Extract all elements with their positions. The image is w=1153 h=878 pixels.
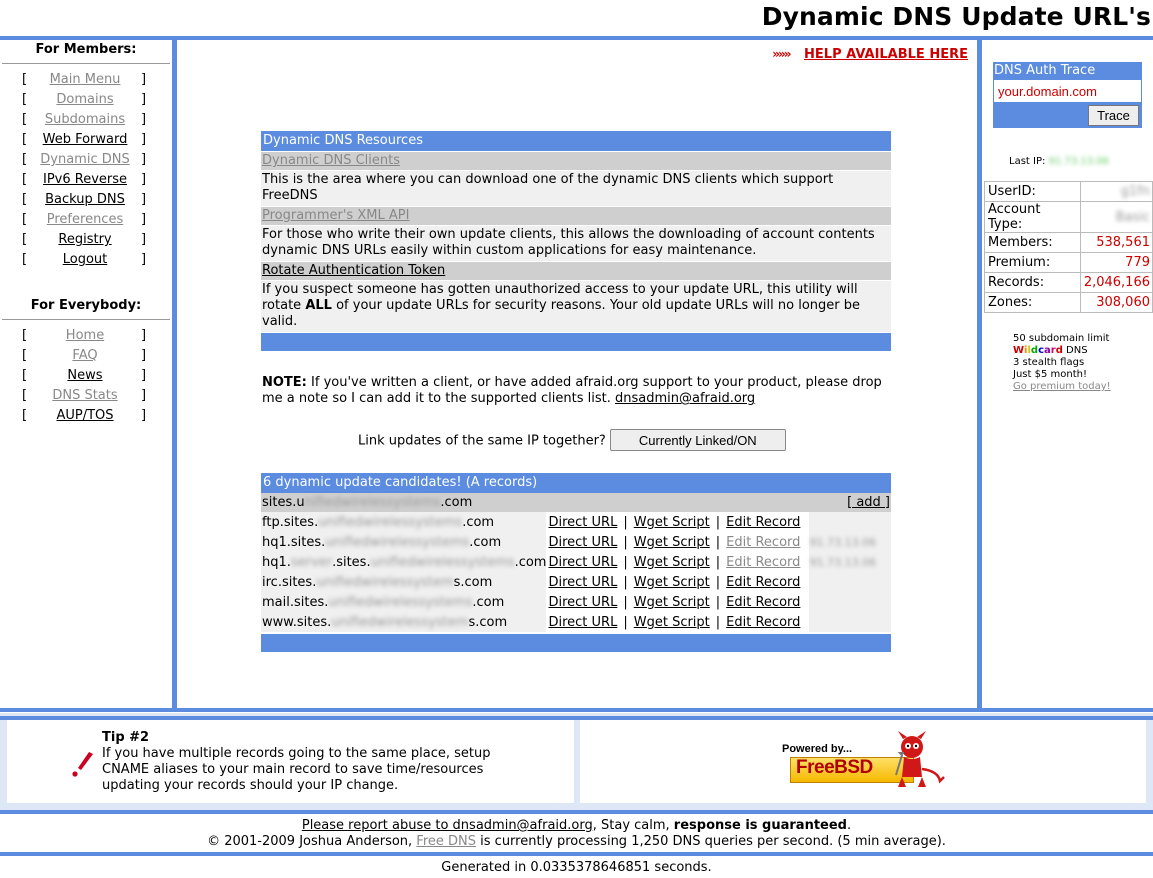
footer-period: . (846, 818, 852, 833)
right-column-divider (977, 36, 982, 711)
bracket-open: [ (22, 232, 28, 247)
record-actions (546, 572, 808, 592)
promo-line-price: Just $5 month! (1013, 369, 1087, 380)
stats-value-text: 779 (1125, 255, 1150, 270)
processing-text: is currently processing 1,250 DNS queries per second. (5 min average). (476, 834, 946, 849)
add-record-link[interactable]: [ add ] (847, 495, 890, 510)
table-row (261, 552, 891, 572)
sidebar-item-home (0, 326, 172, 346)
record-ip (809, 532, 891, 552)
stats-value (1080, 293, 1152, 313)
sidebar-link-wrap (30, 110, 140, 130)
stats-value-text: 308,060 (1096, 295, 1150, 310)
sidebar-link-aup-tos[interactable]: AUP/TOS (56, 408, 114, 423)
stats-value (1080, 182, 1152, 202)
dynamic-dns-clients-link[interactable]: Dynamic DNS Clients (262, 153, 400, 168)
resource-heading-rotate (261, 262, 891, 280)
separator: | (715, 514, 721, 530)
wget-script-link[interactable]: Wget Script (633, 534, 710, 550)
help-arrows-icon: »»» (772, 47, 790, 61)
tip-panel (7, 720, 574, 803)
records-box (261, 473, 891, 652)
wget-script-link[interactable]: Wget Script (633, 514, 710, 530)
footer-bottom-divider (0, 852, 1153, 856)
resource-body-rotate (261, 281, 891, 332)
exclamation-icon (69, 750, 95, 778)
last-ip-label: Last IP: (1009, 156, 1046, 167)
sidebar-item-faq (0, 346, 172, 366)
everybody-divider (2, 319, 170, 320)
sidebar-link-wrap (30, 406, 140, 426)
stats-row-account-type (985, 202, 1153, 233)
sidebar-item-backup-dns (0, 190, 172, 210)
hostname-blurred-domain: unifiedwirelessystem (316, 574, 454, 590)
linked-toggle-button[interactable]: Currently Linked/ON (610, 429, 786, 451)
sidebar-link-wrap (30, 386, 140, 406)
sidebar-item-web-forward (0, 130, 172, 150)
parent-domain-row (261, 493, 891, 512)
edit-record-link[interactable]: Edit Record (726, 614, 801, 630)
record-actions (546, 552, 808, 572)
link-updates-row (358, 429, 786, 451)
xml-api-link[interactable]: Programmer's XML API (262, 208, 410, 223)
bracket-close: ] (141, 388, 147, 403)
record-ip (809, 612, 891, 632)
direct-url-link[interactable]: Direct URL (548, 534, 618, 550)
footer-panel-bottom-line (0, 810, 1153, 814)
table-row (261, 572, 891, 592)
stats-key: UserID: (985, 182, 1081, 202)
record-hostname (261, 512, 546, 532)
sidebar-link-wrap (30, 170, 140, 190)
bracket-open: [ (22, 348, 28, 363)
rotate-text-bold: ALL (305, 298, 332, 313)
record-hostname (261, 532, 546, 552)
bracket-close: ] (141, 212, 147, 227)
bracket-close: ] (141, 192, 147, 207)
sidebar-item-ipv6-reverse (0, 170, 172, 190)
link-updates-label: Link updates of the same IP together? (358, 433, 606, 449)
edit-record-link[interactable]: Edit Record (726, 554, 801, 570)
record-actions (546, 612, 808, 632)
footer-line-2 (0, 834, 1153, 850)
separator: | (715, 554, 721, 570)
stats-row-userid (985, 182, 1153, 202)
records-footer-bar (261, 634, 891, 652)
stats-value (1080, 202, 1152, 233)
bracket-close: ] (141, 408, 147, 423)
beastie-daemon-icon (888, 731, 946, 791)
resource-heading-api (261, 207, 891, 225)
sidebar-link-wrap (30, 70, 140, 90)
rotate-text-post: of your update URLs for security reasons. Your old update URLs will no longer be valid. (262, 298, 860, 329)
stats-row-records (985, 273, 1153, 293)
separator: | (715, 534, 721, 550)
separator: | (623, 534, 628, 550)
members-nav (0, 70, 172, 270)
sidebar-link-dns-stats[interactable]: DNS Stats (52, 388, 118, 403)
bracket-close: ] (141, 232, 147, 247)
last-ip-value: 91.73.13.06 (1048, 156, 1109, 167)
table-row (261, 592, 891, 612)
hostname-middle: .sites. (332, 554, 371, 570)
bracket-open: [ (22, 328, 28, 343)
record-ip (809, 572, 891, 592)
generated-time: Generated in 0.0335378646851 seconds. (441, 860, 712, 875)
record-hostname (261, 552, 546, 572)
stats-value-text: Basic (1115, 209, 1150, 225)
sidebar-link-wrap (30, 210, 140, 230)
record-actions (546, 592, 808, 612)
direct-url-link[interactable]: Direct URL (548, 594, 618, 610)
sidebar-link-wrap (30, 250, 140, 270)
resources-box (261, 131, 891, 351)
sidebar-link-wrap (30, 190, 140, 210)
promo-line-wildcard (1013, 345, 1111, 357)
resources-footer-bar (261, 333, 891, 351)
promo-line-subdomains: 50 subdomain limit (1013, 333, 1110, 344)
bracket-close: ] (141, 92, 147, 107)
members-heading: For Members: (35, 42, 137, 57)
hostname-prefix: hq1.sites. (262, 534, 326, 550)
footer-line-1 (0, 818, 1153, 834)
edit-record-link[interactable]: Edit Record (726, 534, 801, 550)
hostname-blurred-domain: unifiedwirelessystem (331, 614, 469, 630)
stay-calm-text: , Stay calm, (592, 818, 674, 833)
report-abuse-link[interactable]: Please report abuse to dnsadmin@afraid.org (301, 818, 593, 833)
sidebar-link-news[interactable]: News (67, 368, 103, 383)
table-row (261, 512, 891, 532)
last-ip (1009, 156, 1109, 167)
direct-url-link[interactable]: Direct URL (548, 514, 618, 530)
promo-line-stealth: 3 stealth flags (1013, 357, 1085, 368)
bracket-open: [ (22, 368, 28, 383)
bracket-open: [ (22, 212, 28, 227)
resource-body-api: For those who write their own update clients, this allows the downloading of account contents dynamic DNS URLs easily within custom applications for easy maintenance. (261, 226, 891, 261)
bracket-open: [ (22, 72, 28, 87)
tip-title: Tip #2 (102, 730, 150, 745)
sidebar-link-wrap (30, 90, 140, 110)
bracket-close: ] (141, 152, 147, 167)
hostname-blurred-domain: unifiedwirelessystems (318, 514, 463, 530)
stats-value-text: 2,046,166 (1083, 275, 1150, 290)
note-paragraph (262, 375, 882, 407)
hostname-blurred-part: server (290, 554, 333, 570)
left-sidebar (0, 40, 172, 426)
separator: | (623, 574, 628, 590)
records-table (261, 512, 891, 632)
stats-table (984, 181, 1153, 313)
sidebar-link-subdomains[interactable]: Subdomains (44, 112, 126, 127)
sidebar-link-registry[interactable]: Registry (58, 232, 112, 247)
stats-row-zones (985, 293, 1153, 313)
freebsd-logo[interactable] (780, 731, 946, 791)
trace-button[interactable]: Trace (1088, 105, 1139, 126)
go-premium-link[interactable]: Go premium today! (1013, 381, 1111, 392)
bracket-open: [ (22, 132, 28, 147)
bracket-close: ] (141, 172, 147, 187)
bracket-open: [ (22, 192, 28, 207)
sidebar-item-domains (0, 90, 172, 110)
everybody-heading: For Everybody: (30, 298, 142, 313)
stats-value-text: g1fn (1120, 184, 1150, 199)
sidebar-link-dynamic-dns[interactable]: Dynamic DNS (40, 152, 130, 167)
sidebar-link-wrap (30, 346, 140, 366)
table-row (261, 612, 891, 632)
wget-script-link[interactable]: Wget Script (633, 554, 710, 570)
stats-value (1080, 233, 1152, 253)
separator: | (715, 574, 721, 590)
sidebar-item-preferences (0, 210, 172, 230)
table-row (261, 532, 891, 552)
record-ip-value: 91.73.13.06 (809, 555, 877, 569)
record-ip-value: 91.73.13.06 (809, 535, 877, 549)
resource-body-clients: This is the area where you can download one of the dynamic DNS clients which support FreeDNS (261, 171, 891, 206)
rotate-token-link[interactable]: Rotate Authentication Token (262, 263, 446, 278)
bracket-close: ] (141, 72, 147, 87)
powered-by-label: Powered by... (782, 743, 853, 755)
stats-key: Records: (985, 273, 1081, 293)
sidebar-item-dns-stats (0, 386, 172, 406)
resources-title: Dynamic DNS Resources (261, 131, 891, 151)
header (0, 0, 1153, 36)
record-actions (546, 532, 808, 552)
hostname-suffix: .com (514, 554, 547, 570)
record-hostname (261, 592, 546, 612)
bracket-close: ] (141, 252, 147, 267)
free-dns-link[interactable]: Free DNS (416, 834, 477, 849)
sidebar-link-wrap (30, 230, 140, 250)
note-email-link[interactable]: dnsadmin@afraid.org (614, 391, 756, 406)
parent-domain-prefix: sites.u (262, 495, 305, 510)
hostname-prefix: hq1. (262, 554, 291, 570)
bracket-close: ] (141, 368, 147, 383)
hostname-prefix: irc.sites. (262, 574, 317, 590)
direct-url-link[interactable]: Direct URL (548, 554, 618, 570)
freebsd-name: FreeBSD (796, 757, 873, 778)
bracket-close: ] (141, 132, 147, 147)
tip-text-block (102, 730, 522, 794)
promo-dns: DNS (1062, 345, 1088, 356)
direct-url-link[interactable]: Direct URL (548, 574, 618, 590)
record-hostname (261, 572, 546, 592)
footer-top-divider (0, 708, 1153, 712)
separator: | (623, 514, 628, 530)
bracket-close: ] (141, 348, 147, 363)
powered-by-panel (580, 720, 1146, 803)
separator: | (715, 614, 721, 630)
sidebar-link-home[interactable]: Home (65, 328, 105, 343)
footer (0, 818, 1153, 850)
sidebar-item-subdomains (0, 110, 172, 130)
stats-key: Account Type: (985, 202, 1081, 233)
sidebar-link-wrap (30, 326, 140, 346)
sidebar-item-registry (0, 230, 172, 250)
stats-value-text: 538,561 (1096, 235, 1150, 250)
edit-record-link[interactable]: Edit Record (726, 514, 801, 530)
rotate-text-pre: If you suspect someone has gotten unauthorized access to your update URL, this utility will rotate (262, 282, 858, 313)
dns-auth-trace-box (993, 62, 1142, 128)
hostname-suffix: s.com (468, 614, 508, 630)
main-content (177, 40, 977, 708)
help-banner (772, 47, 968, 62)
bracket-close: ] (141, 112, 147, 127)
sidebar-link-domains[interactable]: Domains (56, 92, 114, 107)
bracket-open: [ (22, 408, 28, 423)
hostname-prefix: www.sites. (262, 614, 332, 630)
sidebar-item-dynamic-dns (0, 150, 172, 170)
parent-domain (261, 495, 472, 510)
stats-value (1080, 273, 1152, 293)
bracket-open: [ (22, 112, 28, 127)
sidebar-link-logout[interactable]: Logout (62, 252, 108, 267)
sidebar-link-ipv6-reverse[interactable]: IPv6 Reverse (42, 172, 128, 187)
note-text: If you've written a client, or have added afraid.org support to your product, please drop me a note so I can add it to the supported clients list. (262, 375, 882, 406)
sidebar-item-main-menu (0, 70, 172, 90)
everybody-nav (0, 326, 172, 426)
sidebar-link-wrap (30, 150, 140, 170)
members-divider (2, 63, 170, 64)
stats-row-premium (985, 253, 1153, 273)
sidebar-link-main-menu[interactable]: Main Menu (49, 72, 121, 87)
bracket-close: ] (141, 328, 147, 343)
trace-button-row (993, 102, 1142, 128)
record-ip (809, 552, 891, 572)
resource-heading-clients (261, 152, 891, 170)
separator: | (715, 594, 721, 610)
hostname-suffix: .com (462, 514, 495, 530)
hostname-suffix: .com (472, 594, 505, 610)
records-title: 6 dynamic update candidates! (A records) (261, 473, 891, 493)
stats-row-members (985, 233, 1153, 253)
bracket-open: [ (22, 152, 28, 167)
sidebar-link-faq[interactable]: FAQ (72, 348, 98, 363)
hostname-blurred-domain: unifiedwirelessystems (325, 534, 470, 550)
parent-domain-suffix: .com (440, 495, 473, 510)
stats-key: Zones: (985, 293, 1081, 313)
direct-url-link[interactable]: Direct URL (548, 614, 618, 630)
help-link[interactable]: HELP AVAILABLE HERE (804, 47, 968, 62)
copyright-text: © 2001-2009 Joshua Anderson, (207, 834, 417, 849)
separator: | (623, 594, 628, 610)
sidebar-link-backup-dns[interactable]: Backup DNS (45, 192, 125, 207)
tip-text: If you have multiple records going to the same place, setup CNAME aliases to your main record to save time/resources updating your records should your IP change. (102, 746, 491, 793)
parent-domain-blurred: nifiedwirelessystems (304, 495, 441, 510)
trace-domain-input[interactable] (994, 80, 1141, 102)
record-hostname (261, 612, 546, 632)
wget-script-link[interactable]: Wget Script (633, 614, 710, 630)
stats-key: Members: (985, 233, 1081, 253)
premium-promo (1013, 333, 1111, 393)
hostname-blurred-domain: unifiedwirelessystems (370, 554, 515, 570)
hostname-suffix: .com (469, 534, 502, 550)
sidebar-link-wrap (30, 366, 140, 386)
hostname-prefix: ftp.sites. (262, 514, 319, 530)
guaranteed-text: response is guaranteed (673, 818, 847, 833)
bracket-open: [ (22, 388, 28, 403)
sidebar-item-news (0, 366, 172, 386)
separator: | (623, 554, 628, 570)
stats-value (1080, 253, 1152, 273)
bracket-open: [ (22, 172, 28, 187)
stats-key: Premium: (985, 253, 1081, 273)
wget-script-link[interactable]: Wget Script (633, 594, 710, 610)
separator: | (623, 614, 628, 630)
edit-record-link[interactable]: Edit Record (726, 574, 801, 590)
hostname-blurred-domain: unifiedwirelessystems (328, 594, 473, 610)
hostname-prefix: mail.sites. (262, 594, 329, 610)
sidebar-link-wrap (30, 130, 140, 150)
record-actions (546, 512, 808, 532)
sidebar-item-logout (0, 250, 172, 270)
hostname-suffix: s.com (453, 574, 493, 590)
page-title: Dynamic DNS Update URL's (761, 2, 1151, 31)
bracket-open: [ (22, 92, 28, 107)
trace-title: DNS Auth Trace (994, 63, 1096, 78)
wget-script-link[interactable]: Wget Script (633, 574, 710, 590)
bracket-open: [ (22, 252, 28, 267)
sidebar-link-web-forward[interactable]: Web Forward (42, 132, 128, 147)
edit-record-link[interactable]: Edit Record (726, 594, 801, 610)
sidebar-item-aup-tos (0, 406, 172, 426)
wildcard-word: Wildcard (1013, 345, 1063, 356)
sidebar-link-preferences[interactable]: Preferences (46, 212, 124, 227)
record-ip (809, 592, 891, 612)
note-label: NOTE: (262, 375, 307, 390)
record-ip (809, 512, 891, 532)
